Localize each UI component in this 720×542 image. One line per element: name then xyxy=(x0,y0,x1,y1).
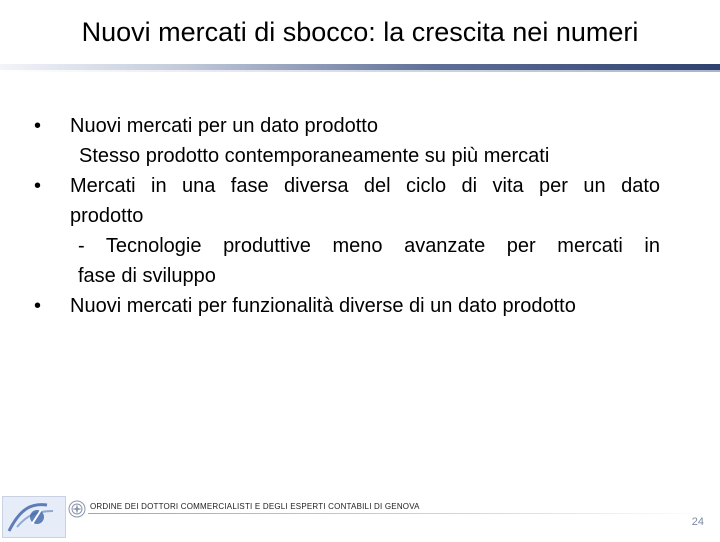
bullet-text: Mercati in una fase diversa del ciclo di vita per un dato xyxy=(70,175,660,197)
bullet-item-1 xyxy=(34,111,660,141)
bullet-item-2 xyxy=(34,171,660,201)
bullet-item-1-detail xyxy=(34,141,660,171)
bullet-marker: • xyxy=(34,175,42,197)
bullet-marker: • xyxy=(34,295,42,317)
bullet-text: Nuovi mercati per funzionalità diverse di un dato prodotto xyxy=(70,295,576,317)
seal-icon xyxy=(68,500,86,518)
bullet-subtext: - Tecnologie produttive meno avanzate per mercati in xyxy=(78,235,660,257)
bullet-text-continuation: prodotto xyxy=(70,205,144,227)
bullet-marker: • xyxy=(34,115,42,137)
bullet-subtext: Stesso prodotto contemporaneamente su più mercati xyxy=(79,145,550,167)
bullet-text: Nuovi mercati per un dato prodotto xyxy=(70,115,378,137)
seal-graphic xyxy=(68,500,86,518)
bullet-item-3 xyxy=(34,291,660,321)
bullet-item-2-detail xyxy=(34,231,660,261)
footer-divider xyxy=(88,513,710,514)
footer-organization: ORDINE DEI DOTTORI COMMERCIALISTI E DEGLI ESPERTI CONTABILI DI GENOVA xyxy=(90,502,420,511)
bullet-item-2-detail-continuation xyxy=(34,261,660,291)
page-number: 24 xyxy=(691,516,704,528)
bullet-item-2-continuation xyxy=(34,201,660,231)
title-underline-shadow xyxy=(0,70,720,72)
slide-title: Nuovi mercati di sbocco: la crescita nei numeri xyxy=(81,17,639,47)
bullet-list xyxy=(34,111,660,321)
bullet-subtext-continuation: fase di sviluppo xyxy=(78,265,216,287)
order-emblem-graphic xyxy=(3,497,65,537)
order-emblem-icon xyxy=(2,496,66,538)
